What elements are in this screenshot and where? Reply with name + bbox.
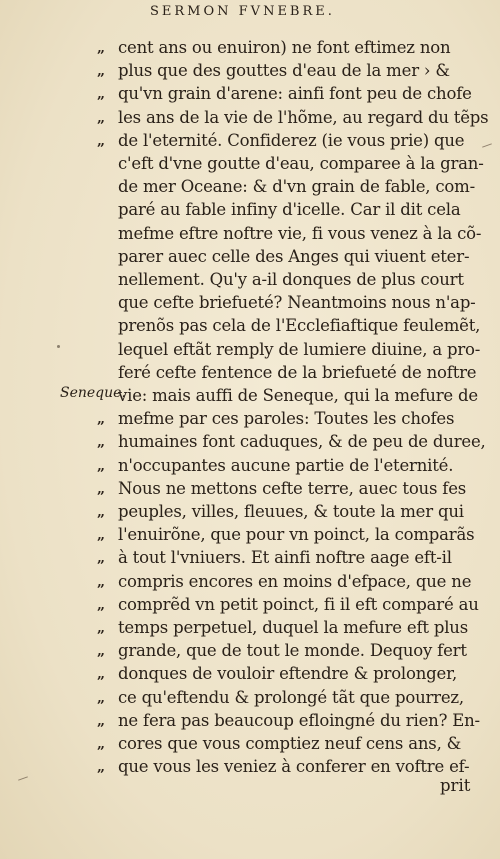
text-line — [0, 200, 500, 223]
line-text: à tout l'vniuers. Et ainfi noftre aage eft-il — [118, 548, 452, 568]
quotation-mark: „ — [97, 620, 105, 636]
quotation-mark: „ — [97, 63, 105, 80]
line-text: n'occupantes aucune partie de l'eternité. — [118, 455, 454, 475]
text-line — [0, 734, 500, 757]
line-text: humaines font caduques, & de peu de duree, — [118, 432, 486, 452]
text-line — [0, 224, 500, 247]
quotation-mark: „ — [97, 550, 105, 567]
quotation-mark: „ — [97, 527, 105, 544]
text-line — [0, 456, 500, 479]
text-line — [0, 363, 500, 386]
margin-note: Seneque. — [60, 385, 126, 401]
text-line — [0, 688, 500, 711]
quotation-mark: „ — [97, 411, 105, 428]
line-text: mefme eftre noftre vie, fi vous venez à la cõ- — [118, 223, 482, 243]
line-text: compris encores en moins d'efpace, que ne — [118, 571, 472, 591]
quotation-mark: „ — [97, 689, 105, 706]
text-line — [0, 61, 500, 84]
text-line — [0, 479, 500, 502]
text-line — [0, 525, 500, 548]
quotation-mark: „ — [97, 736, 105, 752]
quotation-mark: „ — [97, 596, 105, 613]
line-text: prenõs pas cela de l'Ecclefiaftique feulemẽt, — [118, 316, 481, 336]
text-line — [0, 247, 500, 270]
line-text: c'eft d'vne goutte d'eau, comparee à la gran- — [118, 154, 484, 173]
quotation-mark: „ — [97, 504, 105, 520]
quotation-mark: „ — [97, 109, 105, 126]
line-text: cent ans ou enuiron) ne font eftimez non — [118, 38, 451, 57]
line-text: comprẽd vn petit poinct, fi il eft comparé au — [118, 594, 479, 614]
text-line — [0, 595, 500, 618]
quotation-mark: „ — [97, 573, 105, 590]
quotation-mark: „ — [97, 132, 105, 149]
quotation-mark: „ — [97, 40, 105, 56]
quotation-mark: „ — [97, 86, 105, 103]
quotation-mark: „ — [97, 666, 105, 683]
quotation-mark: „ — [97, 457, 105, 474]
text-line — [0, 641, 500, 664]
line-text: lequel eftãt remply de lumiere diuine, a pro- — [118, 339, 481, 359]
text-line — [0, 316, 500, 339]
line-text: qu'vn grain d'arene: ainfi font peu de chofe — [118, 84, 472, 104]
text-line — [0, 664, 500, 687]
line-text: de mer Oceane: & d'vn grain de fable, com- — [118, 177, 475, 197]
quotation-mark: „ — [97, 434, 105, 451]
quotation-mark: „ — [97, 643, 105, 660]
line-text: paré au fable infiny d'icelle. Car il dit cela — [118, 200, 461, 220]
line-text: nellement. Qu'y a-il donques de plus court — [118, 270, 464, 289]
text-line — [0, 177, 500, 200]
line-text: temps perpetuel, duquel la mefure eft plus — [118, 618, 468, 637]
line-text: parer auec celle des Anges qui viuent eter- — [118, 246, 470, 266]
line-text: Nous ne mettons cefte terre, auec tous fes — [118, 478, 467, 498]
text-line — [0, 108, 500, 131]
line-text: vie: mais auffi de Seneque, qui la mefure de — [118, 386, 478, 405]
text-line — [0, 409, 500, 432]
line-text: donques de vouloir eftendre & prolonger, — [118, 664, 458, 684]
quotation-mark: „ — [97, 759, 105, 776]
line-text: peuples, villes, fleuues, & toute la mer qui — [118, 502, 464, 521]
text-line — [0, 131, 500, 154]
line-text: feré cefte fentence de la briefueté de noftre — [118, 362, 477, 382]
quotation-mark: „ — [97, 480, 105, 497]
text-line — [0, 340, 500, 363]
line-text: ne fera pas beaucoup efloingné du rien? En- — [118, 710, 480, 730]
text-line — [0, 154, 500, 177]
text-line — [0, 84, 500, 107]
text-line — [0, 432, 500, 455]
line-text: grande, que de tout le monde. Dequoy fert — [118, 641, 467, 661]
catchword: prit — [440, 776, 471, 795]
line-text: que vous les veniez à conferer en voftre ef- — [118, 757, 470, 777]
line-text: de l'eternité. Confiderez (ie vous prie) que — [118, 130, 465, 150]
text-line — [0, 757, 500, 780]
text-line — [0, 38, 500, 61]
text-line — [0, 711, 500, 734]
quotation-mark: „ — [97, 712, 105, 729]
ink-speck — [57, 345, 60, 348]
line-text: les ans de la vie de l'hõme, au regard du tẽps — [118, 107, 489, 127]
line-text: cores que vous comptiez neuf cens ans, & — [118, 734, 462, 753]
text-line — [0, 548, 500, 571]
text-line — [0, 572, 500, 595]
text-line — [0, 270, 500, 293]
text-line — [0, 618, 500, 641]
line-text: ce qu'eftendu & prolongé tãt que pourrez, — [118, 687, 464, 707]
line-text: que cefte briefueté? Neantmoins nous n'ap- — [118, 293, 476, 313]
line-text: mefme par ces paroles: Toutes les chofes — [118, 409, 455, 429]
running-title: SERMON FVNEBRE. — [150, 4, 335, 19]
line-text: plus que des gouttes d'eau de la mer › & — [118, 61, 450, 81]
line-text: l'enuirõne, que pour vn poinct, la comparãs — [118, 525, 475, 545]
text-line — [0, 293, 500, 316]
text-line — [0, 502, 500, 525]
